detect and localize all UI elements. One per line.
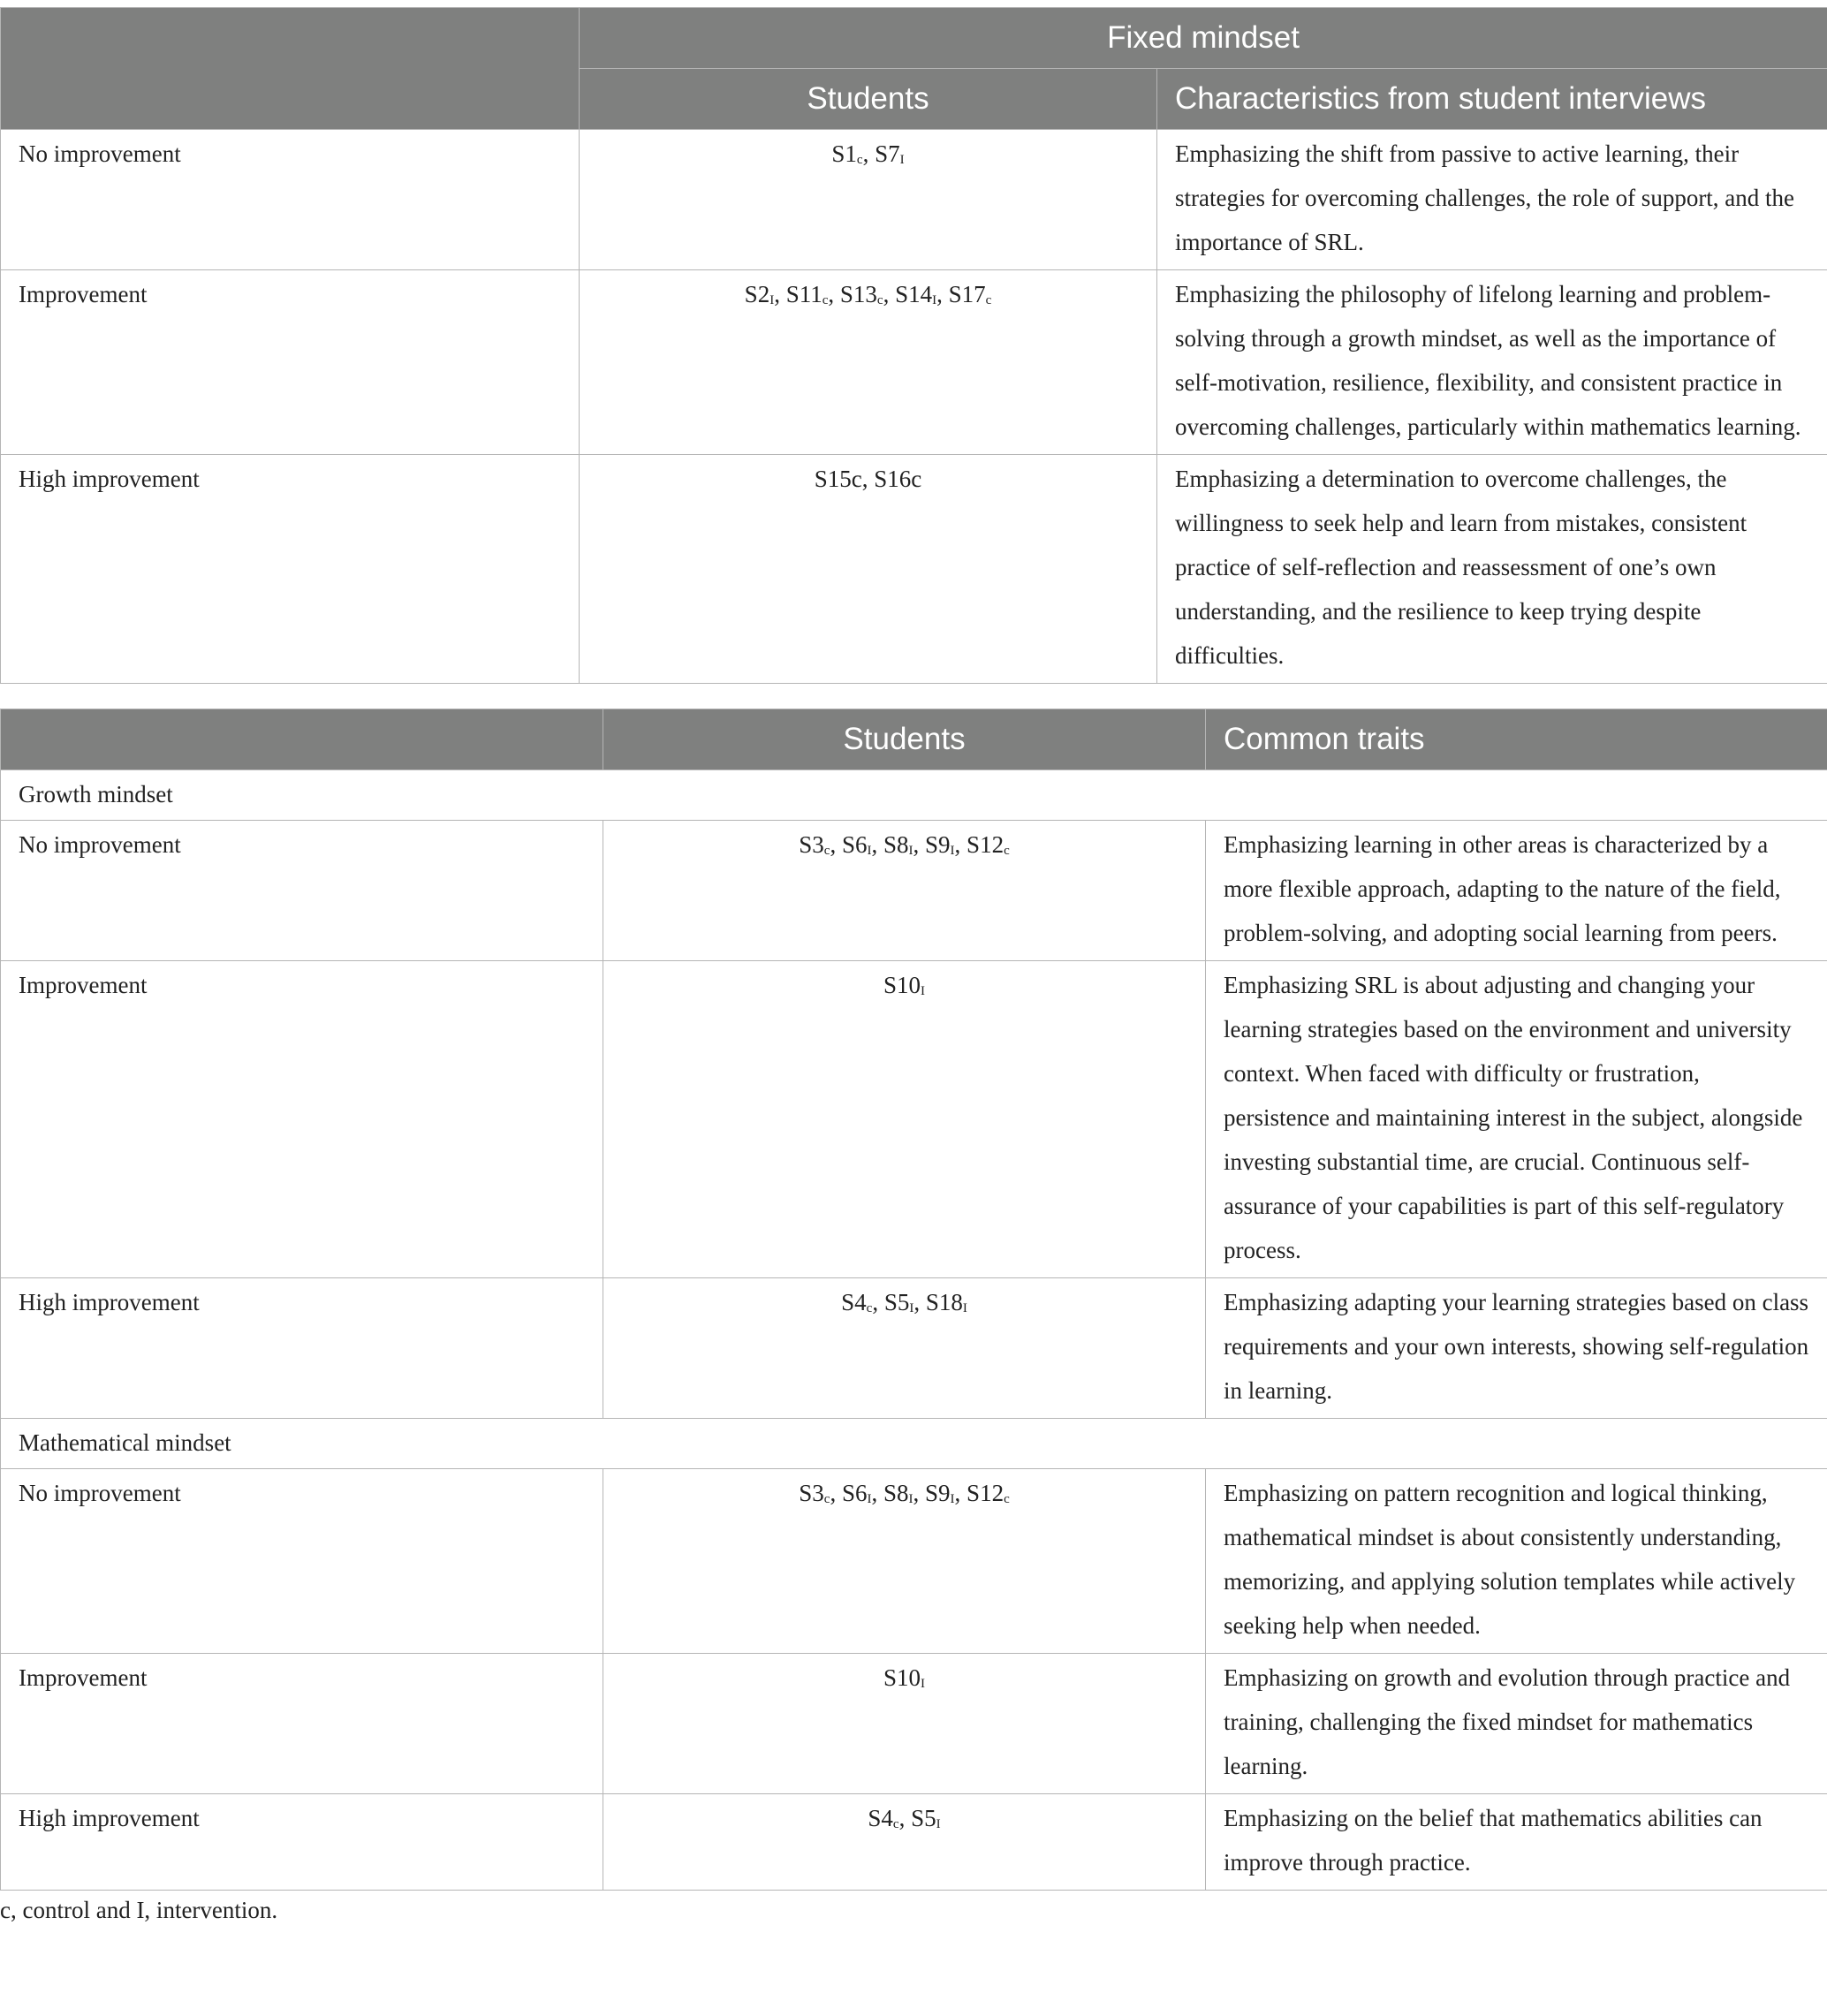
- student-id: S2: [744, 281, 770, 307]
- fixed-mindset-table-body: [1, 130, 1827, 684]
- header-students: Students: [580, 69, 1157, 130]
- student-group-subscript: I: [899, 153, 905, 167]
- improvement-label: No improvement: [1, 1469, 603, 1654]
- student-group-subscript: I: [908, 1492, 914, 1506]
- student-group-subscript: c: [876, 293, 883, 307]
- student-group-subscript: I: [909, 1301, 914, 1315]
- student-id: S3: [799, 1480, 824, 1506]
- description-cell: Emphasizing SRL is about adjusting and changing your learning strategies based on the environment and university context. When faced with difficulty or frustration, persistence and maintaining interest in the subject, alongside investing substantial time, are crucial. Continuous self-assurance of your capabilities is part of this self-regulatory process.: [1206, 961, 1827, 1278]
- students-cell: [603, 1654, 1206, 1794]
- table-row: [1, 1794, 1827, 1891]
- student-id: S10: [883, 1664, 921, 1691]
- description-cell: Emphasizing learning in other areas is characterized by a more flexible approach, adapting to the nature of the field, problem-solving, and adopting social learning from peers.: [1206, 821, 1827, 961]
- student-separator: ,: [871, 831, 883, 858]
- improvement-label: Improvement: [1, 961, 603, 1278]
- students-cell: [603, 821, 1206, 961]
- student-id: S6: [841, 831, 868, 858]
- student-separator: ,: [954, 831, 967, 858]
- student-group-subscript: c: [985, 293, 992, 307]
- improvement-label: Improvement: [1, 1654, 603, 1794]
- improvement-label: High improvement: [1, 1794, 603, 1891]
- description-cell: Emphasizing the philosophy of lifelong learning and problem-solving through a growth mindset, as well as the importance of self-motivation, resilience, flexibility, and consistent practice in overcoming challenges, particularly within mathematics learning.: [1157, 270, 1827, 455]
- mindset-traits-table-body: [1, 770, 1827, 1891]
- table-header-row: [1, 8, 1827, 69]
- fixed-mindset-table: [0, 7, 1827, 684]
- student-id: S8: [883, 1480, 909, 1506]
- student-separator: ,: [914, 1289, 926, 1315]
- student-group-subscript: c: [1004, 844, 1010, 858]
- student-group-subscript: I: [950, 844, 955, 858]
- student-group-subscript: I: [921, 984, 926, 998]
- table-row: [1, 961, 1827, 1278]
- student-id: S17: [948, 281, 986, 307]
- description-cell: Emphasizing a determination to overcome challenges, the willingness to seek help and learn from mistakes, consistent practice of self-reflection and reassessment of one’s own understanding, and the resilience to keep trying despite difficulties.: [1157, 455, 1827, 684]
- improvement-label: Improvement: [1, 270, 580, 455]
- student-id: S7: [875, 140, 900, 167]
- student-id: S6: [841, 1480, 868, 1506]
- improvement-label: No improvement: [1, 130, 580, 270]
- student-separator: ,: [954, 1480, 967, 1506]
- student-separator: ,: [828, 281, 840, 307]
- student-id: S4: [868, 1805, 893, 1831]
- page: [0, 7, 1827, 1928]
- student-group-subscript: c: [892, 1817, 899, 1831]
- student-group-subscript: I: [908, 844, 914, 858]
- students-cell: [603, 961, 1206, 1278]
- description-cell: Emphasizing on the belief that mathematics abilities can improve through practice.: [1206, 1794, 1827, 1891]
- table-row: [1, 270, 1827, 455]
- table-spacer: [0, 684, 1827, 709]
- table-row: [1, 1654, 1827, 1794]
- table-footnote: c, control and I, intervention.: [0, 1897, 278, 1923]
- header-fixed-mindset: Fixed mindset: [580, 8, 1827, 69]
- student-group-subscript: c: [856, 153, 863, 167]
- students-cell: [603, 1469, 1206, 1654]
- student-separator: ,: [830, 1480, 842, 1506]
- table-row: [1, 130, 1827, 270]
- description-cell: Emphasizing adapting your learning strategies based on class requirements and your own interests, showing self-regulation in learning.: [1206, 1278, 1827, 1419]
- group-title: Mathematical mindset: [1, 1419, 1827, 1469]
- group-header-row: [1, 770, 1827, 821]
- student-id: S18: [925, 1289, 963, 1315]
- student-separator: ,: [913, 831, 926, 858]
- student-separator: ,: [936, 281, 949, 307]
- student-id: S9: [925, 1480, 951, 1506]
- group-header-row: [1, 1419, 1827, 1469]
- student-separator: ,: [872, 1289, 884, 1315]
- header-characteristics: Characteristics from student interviews: [1157, 69, 1827, 130]
- student-group-subscript: c: [866, 1301, 873, 1315]
- description-cell: Emphasizing the shift from passive to active learning, their strategies for overcoming challenges, the role of support, and the importance of SRL.: [1157, 130, 1827, 270]
- student-id: S9: [925, 831, 951, 858]
- student-group-subscript: c: [823, 844, 830, 858]
- student-id: S12: [967, 831, 1004, 858]
- student-id: S11: [785, 281, 823, 307]
- table-row: [1, 821, 1827, 961]
- student-group-subscript: I: [932, 293, 937, 307]
- student-group-subscript: I: [867, 844, 872, 858]
- students-cell: [580, 270, 1157, 455]
- student-id: S8: [883, 831, 909, 858]
- student-group-subscript: I: [867, 1492, 872, 1506]
- student-group-subscript: I: [962, 1301, 967, 1315]
- students-cell: [580, 455, 1157, 684]
- header-corner-cell: [1, 8, 580, 130]
- group-title: Growth mindset: [1, 770, 1827, 821]
- student-group-subscript: c: [822, 293, 829, 307]
- student-separator: ,: [830, 831, 842, 858]
- student-id: S10: [883, 972, 921, 998]
- student-group-subscript: I: [769, 293, 775, 307]
- student-group-subscript: c: [823, 1492, 830, 1506]
- table-header-row: [1, 709, 1827, 770]
- student-id: S4: [841, 1289, 867, 1315]
- header-corner-cell: [1, 709, 603, 770]
- student-separator: ,: [871, 1480, 883, 1506]
- student-group-subscript: I: [936, 1817, 941, 1831]
- description-cell: Emphasizing on growth and evolution through practice and training, challenging the fixed mindset for mathematics learning.: [1206, 1654, 1827, 1794]
- student-group-subscript: c: [1004, 1492, 1010, 1506]
- student-id: S15c, S16c: [814, 466, 922, 492]
- improvement-label: No improvement: [1, 821, 603, 961]
- student-id: S12: [967, 1480, 1004, 1506]
- mindset-traits-table: [0, 709, 1827, 1891]
- improvement-label: High improvement: [1, 1278, 603, 1419]
- student-group-subscript: I: [950, 1492, 955, 1506]
- improvement-label: High improvement: [1, 455, 580, 684]
- student-group-subscript: I: [921, 1677, 926, 1691]
- student-id: S5: [883, 1289, 910, 1315]
- student-separator: ,: [898, 1805, 912, 1831]
- description-cell: Emphasizing on pattern recognition and logical thinking, mathematical mindset is about consistently understanding, memorizing, and applying solution templates while actively seeking help when needed.: [1206, 1469, 1827, 1654]
- student-id: S13: [839, 281, 877, 307]
- table-row: [1, 1278, 1827, 1419]
- student-id: S3: [799, 831, 824, 858]
- student-separator: ,: [883, 281, 896, 307]
- student-separator: ,: [862, 140, 876, 167]
- students-cell: [603, 1794, 1206, 1891]
- student-separator: ,: [913, 1480, 926, 1506]
- students-cell: [580, 130, 1157, 270]
- student-id: S1: [831, 140, 857, 167]
- table-row: [1, 455, 1827, 684]
- student-id: S14: [895, 281, 933, 307]
- student-separator: ,: [774, 281, 786, 307]
- header-students: Students: [603, 709, 1206, 770]
- header-common-traits: Common traits: [1206, 709, 1827, 770]
- table-row: [1, 1469, 1827, 1654]
- student-id: S5: [911, 1805, 936, 1831]
- students-cell: [603, 1278, 1206, 1419]
